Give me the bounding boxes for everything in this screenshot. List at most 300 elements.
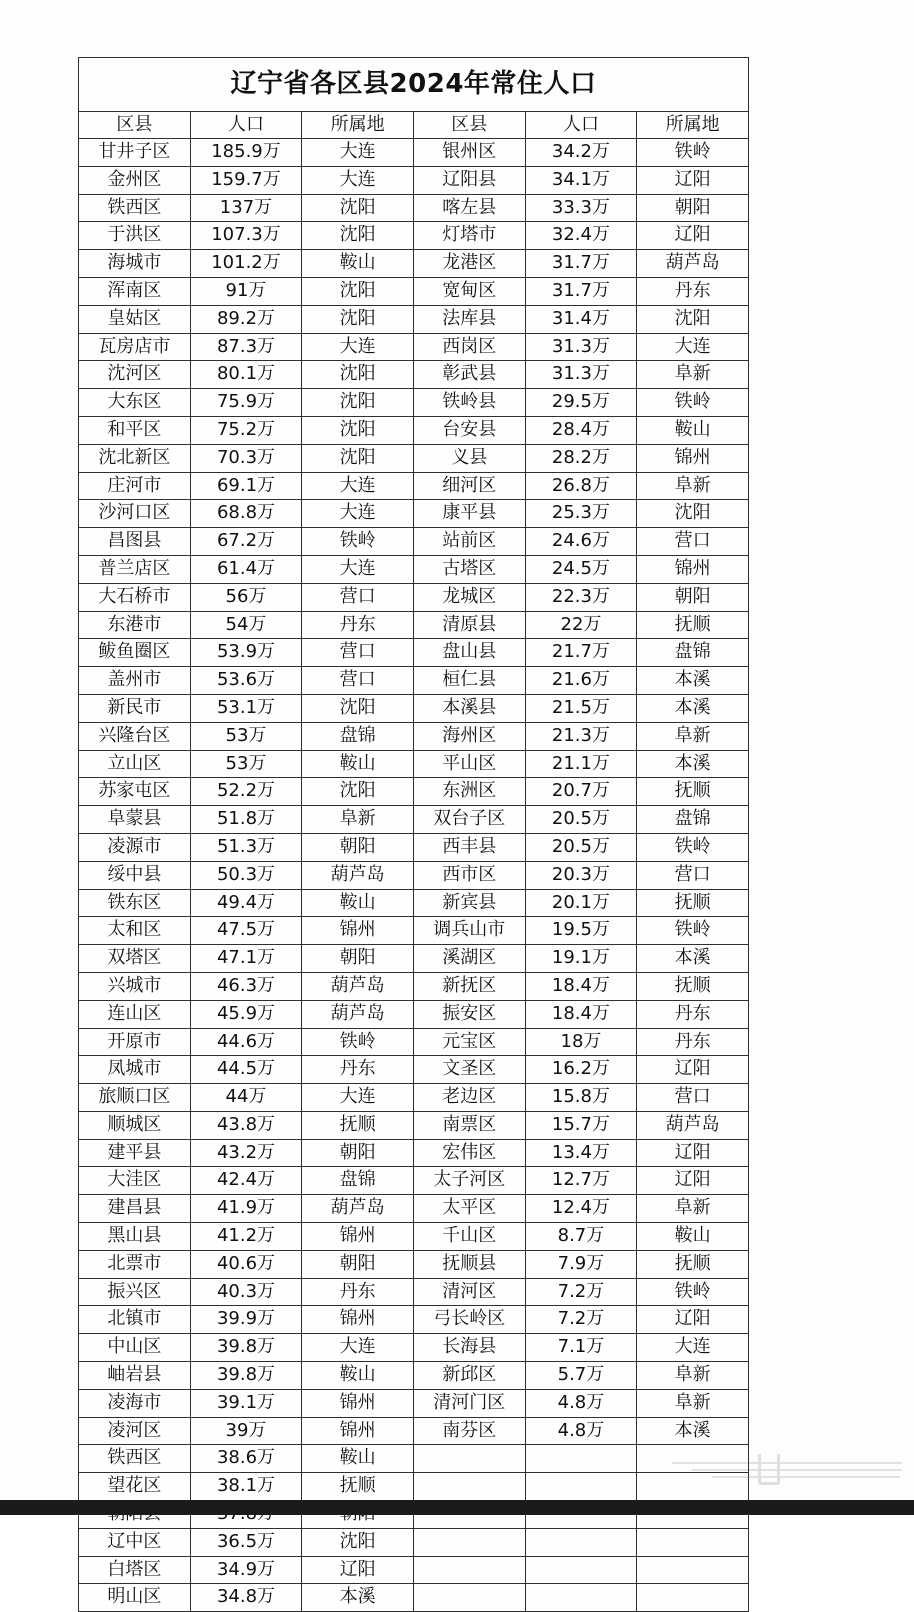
cell-left-district: 兴隆台区: [79, 722, 191, 750]
cell-left-prefecture: 锦州: [302, 1389, 414, 1417]
cell-right-prefecture: 抚顺: [637, 1250, 749, 1278]
cell-right-population: 13.4万: [525, 1139, 637, 1167]
cell-right-prefecture: 盘锦: [637, 806, 749, 834]
cell-right-prefecture: 抚顺: [637, 778, 749, 806]
cell-left-district: 辽中区: [79, 1528, 191, 1556]
cell-right-district: 宏伟区: [413, 1139, 525, 1167]
cell-right-prefecture: 营口: [637, 528, 749, 556]
table-row: [79, 722, 749, 750]
cell-right-district: 清河门区: [413, 1389, 525, 1417]
cell-right-prefecture: 铁岭: [637, 833, 749, 861]
cell-left-population: 61.4万: [190, 555, 302, 583]
table-row: [79, 1528, 749, 1556]
cell-left-population: 51.3万: [190, 833, 302, 861]
table-row: [79, 333, 749, 361]
cell-right-population: [525, 1473, 637, 1501]
cell-right-population: 34.2万: [525, 139, 637, 167]
cell-right-district: 辽阳县: [413, 166, 525, 194]
cell-left-prefecture: 营口: [302, 667, 414, 695]
cell-left-district: 海城市: [79, 250, 191, 278]
cell-left-population: 39.8万: [190, 1334, 302, 1362]
cell-right-district: 东洲区: [413, 778, 525, 806]
cell-left-population: 101.2万: [190, 250, 302, 278]
table-row: [79, 1473, 749, 1501]
cell-left-population: 185.9万: [190, 139, 302, 167]
cell-right-prefecture: 丹东: [637, 277, 749, 305]
cell-left-population: 38.1万: [190, 1473, 302, 1501]
cell-right-prefecture: 营口: [637, 1084, 749, 1112]
cell-right-prefecture: [637, 1528, 749, 1556]
cell-right-population: 20.1万: [525, 889, 637, 917]
cell-right-district: 喀左县: [413, 194, 525, 222]
cell-left-population: 44万: [190, 1084, 302, 1112]
cell-right-district: 盘山县: [413, 639, 525, 667]
cell-left-district: 兴城市: [79, 972, 191, 1000]
cell-right-district: 老边区: [413, 1084, 525, 1112]
cell-right-district: 宽甸区: [413, 277, 525, 305]
cell-left-district: 铁西区: [79, 194, 191, 222]
cell-right-population: [525, 1556, 637, 1584]
cell-right-population: 20.7万: [525, 778, 637, 806]
cell-left-district: 铁西区: [79, 1445, 191, 1473]
cell-right-prefecture: 本溪: [637, 694, 749, 722]
cell-right-district: 溪湖区: [413, 945, 525, 973]
cell-right-population: 31.4万: [525, 305, 637, 333]
cell-right-district: [413, 1473, 525, 1501]
cell-right-population: 22.3万: [525, 583, 637, 611]
cell-right-population: 20.5万: [525, 806, 637, 834]
cell-right-population: 7.1万: [525, 1334, 637, 1362]
table-row: [79, 222, 749, 250]
cell-left-population: 53.9万: [190, 639, 302, 667]
cell-left-district: 岫岩县: [79, 1362, 191, 1390]
cell-right-population: 19.1万: [525, 945, 637, 973]
cell-left-population: 53万: [190, 722, 302, 750]
cell-right-district: 铁岭县: [413, 389, 525, 417]
title-row: [79, 58, 749, 112]
population-table-container: [78, 57, 748, 1612]
bottom-black-bar: [0, 1500, 914, 1515]
cell-right-population: 32.4万: [525, 222, 637, 250]
table-row: [79, 1111, 749, 1139]
table-row: [79, 472, 749, 500]
cell-right-prefecture: 辽阳: [637, 166, 749, 194]
cell-right-population: 18.4万: [525, 972, 637, 1000]
cell-left-prefecture: 盘锦: [302, 1167, 414, 1195]
table-row: [79, 639, 749, 667]
table-row: [79, 528, 749, 556]
cell-right-prefecture: 本溪: [637, 945, 749, 973]
cell-left-district: 浑南区: [79, 277, 191, 305]
cell-right-prefecture: [637, 1584, 749, 1612]
cell-right-district: 清原县: [413, 611, 525, 639]
table-row: [79, 917, 749, 945]
cell-right-population: 19.5万: [525, 917, 637, 945]
cell-left-population: 137万: [190, 194, 302, 222]
cell-right-prefecture: 盘锦: [637, 639, 749, 667]
cell-left-prefecture: 大连: [302, 139, 414, 167]
cell-left-district: 铁东区: [79, 889, 191, 917]
table-row: [79, 667, 749, 695]
cell-right-prefecture: 阜新: [637, 1195, 749, 1223]
table-row: [79, 1195, 749, 1223]
cell-right-population: 20.3万: [525, 861, 637, 889]
cell-right-prefecture: 阜新: [637, 1362, 749, 1390]
cell-right-prefecture: 锦州: [637, 555, 749, 583]
cell-right-district: 灯塔市: [413, 222, 525, 250]
cell-right-prefecture: 朝阳: [637, 583, 749, 611]
cell-right-prefecture: 抚顺: [637, 611, 749, 639]
cell-right-district: 新抚区: [413, 972, 525, 1000]
cell-left-prefecture: 丹东: [302, 1278, 414, 1306]
cell-left-prefecture: 沈阳: [302, 778, 414, 806]
cell-right-district: [413, 1528, 525, 1556]
table-row: [79, 1000, 749, 1028]
cell-right-prefecture: 本溪: [637, 667, 749, 695]
table-row: [79, 139, 749, 167]
cell-left-population: 107.3万: [190, 222, 302, 250]
cell-right-district: 新邱区: [413, 1362, 525, 1390]
cell-left-prefecture: 沈阳: [302, 1528, 414, 1556]
cell-left-prefecture: 大连: [302, 555, 414, 583]
cell-left-district: 大东区: [79, 389, 191, 417]
cell-right-population: 4.8万: [525, 1389, 637, 1417]
cell-left-population: 87.3万: [190, 333, 302, 361]
cell-left-prefecture: 朝阳: [302, 945, 414, 973]
cell-right-district: 双台子区: [413, 806, 525, 834]
cell-left-population: 56万: [190, 583, 302, 611]
cell-right-district: [413, 1445, 525, 1473]
cell-left-district: 旅顺口区: [79, 1084, 191, 1112]
table-row: [79, 861, 749, 889]
table-row: [79, 555, 749, 583]
cell-left-prefecture: 沈阳: [302, 305, 414, 333]
cell-left-population: 39.8万: [190, 1362, 302, 1390]
cell-left-population: 45.9万: [190, 1000, 302, 1028]
page-title: 辽宁省各区县2024年常住人口: [79, 58, 749, 112]
cell-left-population: 75.2万: [190, 416, 302, 444]
cell-right-population: 20.5万: [525, 833, 637, 861]
table-row: [79, 250, 749, 278]
cell-left-population: 46.3万: [190, 972, 302, 1000]
cell-left-district: 皇姑区: [79, 305, 191, 333]
cell-right-district: 古塔区: [413, 555, 525, 583]
column-header-5: 人口: [525, 112, 637, 139]
table-row: [79, 1167, 749, 1195]
cell-right-population: 31.7万: [525, 277, 637, 305]
cell-right-population: 8.7万: [525, 1223, 637, 1251]
cell-left-district: 凤城市: [79, 1056, 191, 1084]
cell-left-population: 159.7万: [190, 166, 302, 194]
cell-left-district: 和平区: [79, 416, 191, 444]
table-row: [79, 416, 749, 444]
cell-left-district: 沈北新区: [79, 444, 191, 472]
cell-left-prefecture: 沈阳: [302, 222, 414, 250]
cell-right-prefecture: 阜新: [637, 722, 749, 750]
cell-left-district: 沈河区: [79, 361, 191, 389]
cell-right-prefecture: 阜新: [637, 472, 749, 500]
cell-right-population: [525, 1528, 637, 1556]
table-row: [79, 166, 749, 194]
table-row: [79, 972, 749, 1000]
table-row: [79, 1306, 749, 1334]
table-row: [79, 806, 749, 834]
cell-right-district: 元宝区: [413, 1028, 525, 1056]
cell-left-prefecture: 沈阳: [302, 361, 414, 389]
cell-right-population: 7.2万: [525, 1306, 637, 1334]
cell-left-district: 沙河口区: [79, 500, 191, 528]
cell-left-prefecture: 盘锦: [302, 722, 414, 750]
cell-right-prefecture: 鞍山: [637, 416, 749, 444]
cell-left-district: 阜蒙县: [79, 806, 191, 834]
cell-left-district: 绥中县: [79, 861, 191, 889]
cell-left-district: 北镇市: [79, 1306, 191, 1334]
cell-left-prefecture: 朝阳: [302, 1139, 414, 1167]
cell-right-district: 西岗区: [413, 333, 525, 361]
cell-right-population: 7.2万: [525, 1278, 637, 1306]
cell-left-population: 44.5万: [190, 1056, 302, 1084]
table-row: [79, 389, 749, 417]
cell-right-population: 16.2万: [525, 1056, 637, 1084]
table-body: [79, 139, 749, 1612]
cell-right-population: 34.1万: [525, 166, 637, 194]
cell-left-district: 鲅鱼圈区: [79, 639, 191, 667]
cell-right-district: 义县: [413, 444, 525, 472]
cell-right-prefecture: 葫芦岛: [637, 1111, 749, 1139]
table-row: [79, 500, 749, 528]
table-row: [79, 778, 749, 806]
cell-left-population: 69.1万: [190, 472, 302, 500]
column-header-6: 所属地: [637, 112, 749, 139]
cell-left-prefecture: 抚顺: [302, 1473, 414, 1501]
cell-right-population: [525, 1445, 637, 1473]
cell-right-district: 新宾县: [413, 889, 525, 917]
cell-right-population: 31.3万: [525, 361, 637, 389]
cell-right-prefecture: 阜新: [637, 1389, 749, 1417]
table-row: [79, 1028, 749, 1056]
cell-right-prefecture: 沈阳: [637, 500, 749, 528]
cell-left-district: 甘井子区: [79, 139, 191, 167]
cell-right-population: 21.1万: [525, 750, 637, 778]
cell-right-prefecture: 丹东: [637, 1000, 749, 1028]
cell-left-district: 明山区: [79, 1584, 191, 1612]
cell-left-population: 41.9万: [190, 1195, 302, 1223]
cell-right-district: 平山区: [413, 750, 525, 778]
table-row: [79, 750, 749, 778]
cell-left-district: 顺城区: [79, 1111, 191, 1139]
column-header-4: 区县: [413, 112, 525, 139]
cell-left-population: 43.2万: [190, 1139, 302, 1167]
cell-right-district: [413, 1584, 525, 1612]
cell-right-population: 15.8万: [525, 1084, 637, 1112]
cell-left-district: 金州区: [79, 166, 191, 194]
column-header-3: 所属地: [302, 112, 414, 139]
table-row: [79, 1389, 749, 1417]
cell-right-district: 本溪县: [413, 694, 525, 722]
cell-left-district: 太和区: [79, 917, 191, 945]
table-row: [79, 1556, 749, 1584]
cell-left-population: 41.2万: [190, 1223, 302, 1251]
cell-right-district: 南芬区: [413, 1417, 525, 1445]
cell-left-prefecture: 葫芦岛: [302, 972, 414, 1000]
cell-left-prefecture: 鞍山: [302, 889, 414, 917]
table-row: [79, 361, 749, 389]
cell-right-population: 21.3万: [525, 722, 637, 750]
cell-right-district: 细河区: [413, 472, 525, 500]
cell-left-district: 建昌县: [79, 1195, 191, 1223]
table-row: [79, 194, 749, 222]
cell-left-prefecture: 锦州: [302, 1306, 414, 1334]
cell-left-prefecture: 阜新: [302, 806, 414, 834]
cell-left-prefecture: 鞍山: [302, 1362, 414, 1390]
cell-right-district: [413, 1556, 525, 1584]
cell-right-population: 28.2万: [525, 444, 637, 472]
cell-left-population: 54万: [190, 611, 302, 639]
cell-left-population: 43.8万: [190, 1111, 302, 1139]
cell-left-population: 40.3万: [190, 1278, 302, 1306]
table-row: [79, 1445, 749, 1473]
cell-right-population: 12.7万: [525, 1167, 637, 1195]
cell-left-population: 36.5万: [190, 1528, 302, 1556]
cell-left-population: 40.6万: [190, 1250, 302, 1278]
cell-left-district: 新民市: [79, 694, 191, 722]
cell-left-district: 苏家屯区: [79, 778, 191, 806]
watermark-glyph: [758, 1454, 780, 1485]
cell-right-population: 21.6万: [525, 667, 637, 695]
cell-right-population: 29.5万: [525, 389, 637, 417]
table-row: [79, 611, 749, 639]
cell-left-prefecture: 大连: [302, 500, 414, 528]
cell-left-prefecture: 沈阳: [302, 277, 414, 305]
cell-right-population: 31.3万: [525, 333, 637, 361]
cell-left-prefecture: 抚顺: [302, 1111, 414, 1139]
cell-right-district: 站前区: [413, 528, 525, 556]
cell-left-population: 47.1万: [190, 945, 302, 973]
cell-right-district: 台安县: [413, 416, 525, 444]
cell-right-prefecture: 鞍山: [637, 1223, 749, 1251]
cell-right-population: 5.7万: [525, 1362, 637, 1390]
table-row: [79, 1084, 749, 1112]
cell-right-district: 千山区: [413, 1223, 525, 1251]
cell-left-prefecture: 沈阳: [302, 694, 414, 722]
cell-left-prefecture: 大连: [302, 333, 414, 361]
cell-right-district: 西丰县: [413, 833, 525, 861]
cell-left-population: 53.1万: [190, 694, 302, 722]
cell-left-district: 大石桥市: [79, 583, 191, 611]
table-row: [79, 1056, 749, 1084]
cell-right-district: 龙城区: [413, 583, 525, 611]
cell-left-prefecture: 大连: [302, 472, 414, 500]
cell-left-prefecture: 沈阳: [302, 444, 414, 472]
cell-right-district: 调兵山市: [413, 917, 525, 945]
cell-left-population: 42.4万: [190, 1167, 302, 1195]
cell-right-population: 4.8万: [525, 1417, 637, 1445]
cell-left-district: 大洼区: [79, 1167, 191, 1195]
cell-right-population: 18万: [525, 1028, 637, 1056]
cell-left-prefecture: 鞍山: [302, 1445, 414, 1473]
watermark-line: [712, 1476, 900, 1478]
table-row: [79, 694, 749, 722]
cell-right-population: 7.9万: [525, 1250, 637, 1278]
table-row: [79, 1334, 749, 1362]
cell-right-prefecture: 沈阳: [637, 305, 749, 333]
cell-left-district: 振兴区: [79, 1278, 191, 1306]
cell-right-prefecture: 锦州: [637, 444, 749, 472]
cell-right-prefecture: 辽阳: [637, 1306, 749, 1334]
cell-left-district: 望花区: [79, 1473, 191, 1501]
cell-left-district: 双塔区: [79, 945, 191, 973]
cell-left-district: 凌河区: [79, 1417, 191, 1445]
cell-right-population: 31.7万: [525, 250, 637, 278]
cell-right-district: 太子河区: [413, 1167, 525, 1195]
cell-left-district: 盖州市: [79, 667, 191, 695]
cell-left-prefecture: 鞍山: [302, 250, 414, 278]
cell-left-prefecture: 营口: [302, 639, 414, 667]
cell-left-prefecture: 葫芦岛: [302, 861, 414, 889]
cell-right-prefecture: 阜新: [637, 361, 749, 389]
watermark-line: [692, 1469, 902, 1471]
cell-right-prefecture: 辽阳: [637, 1167, 749, 1195]
cell-left-prefecture: 辽阳: [302, 1556, 414, 1584]
cell-right-prefecture: 铁岭: [637, 1278, 749, 1306]
cell-left-population: 67.2万: [190, 528, 302, 556]
table-row: [79, 583, 749, 611]
cell-left-prefecture: 大连: [302, 1084, 414, 1112]
cell-left-district: 普兰店区: [79, 555, 191, 583]
cell-left-population: 89.2万: [190, 305, 302, 333]
cell-right-population: 24.5万: [525, 555, 637, 583]
cell-left-prefecture: 葫芦岛: [302, 1000, 414, 1028]
cell-right-prefecture: [637, 1556, 749, 1584]
cell-left-population: 50.3万: [190, 861, 302, 889]
table-row: [79, 1584, 749, 1612]
cell-right-district: 太平区: [413, 1195, 525, 1223]
watermark-line: [672, 1462, 902, 1464]
cell-right-population: 21.5万: [525, 694, 637, 722]
table-row: [79, 305, 749, 333]
cell-right-district: 抚顺县: [413, 1250, 525, 1278]
cell-left-district: 瓦房店市: [79, 333, 191, 361]
cell-right-district: 法库县: [413, 305, 525, 333]
table-row: [79, 945, 749, 973]
cell-left-prefecture: 本溪: [302, 1584, 414, 1612]
cell-right-prefecture: 朝阳: [637, 194, 749, 222]
cell-left-prefecture: 铁岭: [302, 528, 414, 556]
cell-left-district: 黑山县: [79, 1223, 191, 1251]
cell-left-prefecture: 大连: [302, 166, 414, 194]
cell-left-prefecture: 朝阳: [302, 1250, 414, 1278]
cell-right-district: 康平县: [413, 500, 525, 528]
cell-right-population: 33.3万: [525, 194, 637, 222]
cell-left-population: 80.1万: [190, 361, 302, 389]
cell-left-population: 34.9万: [190, 1556, 302, 1584]
cell-left-district: 凌海市: [79, 1389, 191, 1417]
cell-left-population: 91万: [190, 277, 302, 305]
cell-left-prefecture: 沈阳: [302, 194, 414, 222]
cell-left-prefecture: 丹东: [302, 611, 414, 639]
cell-right-prefecture: 铁岭: [637, 917, 749, 945]
cell-left-district: 开原市: [79, 1028, 191, 1056]
cell-left-district: 立山区: [79, 750, 191, 778]
cell-right-district: 西市区: [413, 861, 525, 889]
cell-right-district: 长海县: [413, 1334, 525, 1362]
cell-left-district: 于洪区: [79, 222, 191, 250]
cell-right-population: 26.8万: [525, 472, 637, 500]
cell-left-population: 39.9万: [190, 1306, 302, 1334]
cell-right-district: 南票区: [413, 1111, 525, 1139]
watermark: [662, 1448, 910, 1492]
cell-right-population: 25.3万: [525, 500, 637, 528]
